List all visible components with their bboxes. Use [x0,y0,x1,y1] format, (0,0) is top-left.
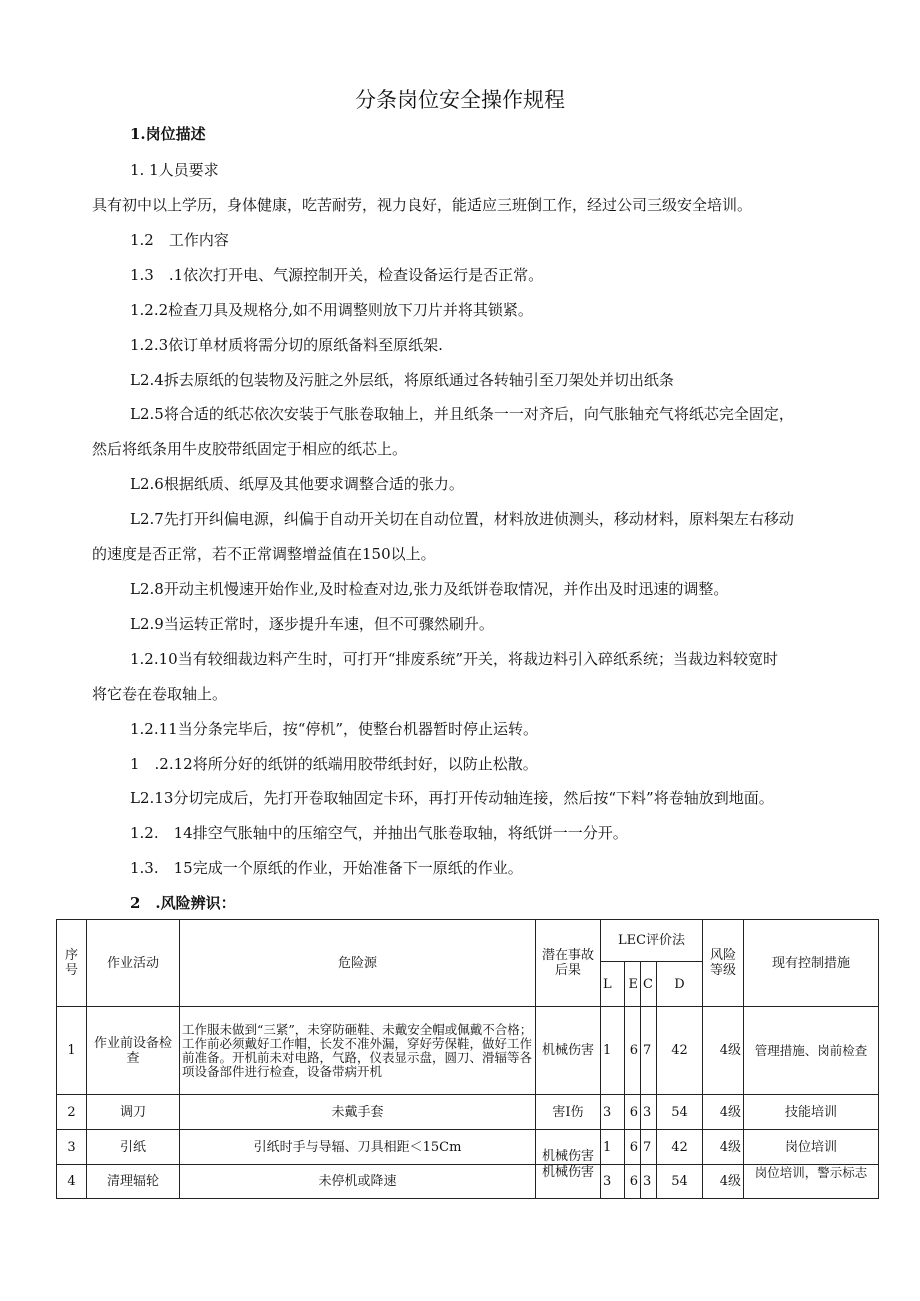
row-hazard: 未戴手套 [180,1095,536,1130]
row-seq: 4 [57,1165,87,1199]
row-measures: 技能培训 [744,1095,879,1130]
step-1-2-5-cont: 然后将纸条用牛皮胶带纸固定于相应的纸芯上。 [92,440,408,458]
subsection-1-1: 1. 1人员要求 [130,161,219,179]
row-e: 6 [625,1007,641,1095]
step-1-2-10: 1.2.10当有较细裁边料产生时，可打开“排废系统”开关，将裁边料引入碎纸系统；当裁边料较宽时 [130,650,779,668]
step-1-2-9: L2.9当运转正常时，逐步提升车速，但不可骤然刷升。 [130,615,494,633]
section-1-heading: 1.岗位描述 [130,125,206,143]
header-level: 风险等级 [703,920,744,1007]
row-level: 4级 [703,1007,744,1095]
section-2-heading: 2 .风险辨识： [130,894,236,912]
row-seq: 2 [57,1095,87,1130]
step-1-2-13: L2.13分切完成后，先打开卷取轴固定卡环，再打开传动轴连接，然后按“下料”将卷轴放到地面。 [130,789,774,807]
row-activity: 调刀 [87,1095,180,1130]
row-activity: 清理辐轮 [87,1165,180,1199]
step-1-2-7-cont: 的速度是否正常，若不正常调整增益值在150以上。 [92,545,436,563]
header-l: L [601,962,625,1007]
row-seq: 1 [57,1007,87,1095]
step-1-2-12: 1 .2.12将所分好的纸饼的纸端用胶带纸封好，以防止松散。 [130,755,538,773]
row-l: 1 [601,1007,625,1095]
header-activity: 作业活动 [87,920,180,1007]
step-1-2-5: L2.5将合适的纸芯依次安装于气胀卷取轴上，并且纸条一一对齐后，向气胀轴充气将纸芯完全固定， [130,405,794,423]
row-l: 1 [601,1130,625,1165]
row-e: 6 [625,1165,641,1199]
table-row [57,1165,879,1199]
doc-title: 分条岗位安全操作规程 [355,88,565,112]
row-e: 6 [625,1130,641,1165]
row-hazard: 工作服未做到“三紧”，未穿防砸鞋、未戴安全帽或佩戴不合格；工作前必须戴好工作帽，长发不准外漏，穿好劳保鞋，做好工作前准备。开机前未对电路，气路，仪表显示盘，圆刀、滑辐等各项设备部件进行检查，设备带病开机 [180,1007,536,1095]
row-d: 42 [657,1130,703,1165]
row-c: 7 [641,1130,657,1165]
header-consequence: 潜在事故后果 [536,920,601,1007]
row-c: 7 [641,1007,657,1095]
step-1-2-10-cont: 将它卷在卷取轴上。 [92,685,228,703]
table-row [57,1007,879,1095]
row-level: 4级 [703,1130,744,1165]
row-consequence: 害I伤 [536,1095,601,1130]
row-d: 54 [657,1095,703,1130]
row-consequence: 机械伤害 [536,1130,601,1165]
risk-table [56,919,879,1199]
table-header-row [57,920,879,962]
row-measures: 岗位培训 [744,1130,879,1165]
row-e: 6 [625,1095,641,1130]
row-c: 3 [641,1095,657,1130]
row-hazard: 引纸时手与导辐、刀具相距＜15Cm [180,1130,536,1165]
row-consequence: 机械伤害 [536,1007,601,1095]
row-l: 3 [601,1095,625,1130]
header-d: D [657,962,703,1007]
step-1-2-3: 1.2.3依订单材质将需分切的原纸备料至原纸架. [130,336,443,354]
subsection-1-2: 1.2 工作内容 [130,231,229,249]
row-activity: 作业前设备检查 [87,1007,180,1095]
step-1-2-2: 1.2.2检查刀具及规格分,如不用调整则放下刀片并将其锁紧。 [130,301,533,319]
table-row [57,1130,879,1165]
table-row [57,1095,879,1130]
row-l: 3 [601,1165,625,1199]
row-level: 4级 [703,1165,744,1199]
step-1-2-15: 1.3. 15完成一个原纸的作业，开始准备下一原纸的作业。 [130,859,523,877]
step-1-2-4: L2.4拆去原纸的包装物及污脏之外层纸，将原纸通过各转轴引至刀架处并切出纸条 [130,371,674,389]
step-1-2-7: L2.7先打开纠偏电源，纠偏于自动开关切在自动位置，材料放进侦测头，移动材料，原料架左右移动 [130,510,794,528]
step-1-2-8: L2.8开动主机慢速开始作业,及时检查对边,张力及纸饼卷取情况，并作出及时迅速的调整。 [130,580,729,598]
step-1-2-1: 1.3 .1依次打开电、气源控制开关，检查设备运行是否正常。 [130,266,544,284]
header-e: E [625,962,641,1007]
header-lec: LEC评价法 [601,920,703,962]
step-1-2-11: 1.2.11当分条完毕后，按“停机”，使整台机器暂时停止运转。 [130,720,539,738]
row-consequence: 机械伤害 [536,1165,601,1199]
row-seq: 3 [57,1130,87,1165]
row-hazard: 未停机或降速 [180,1165,536,1199]
row-d: 54 [657,1165,703,1199]
row-c: 3 [641,1165,657,1199]
header-measures: 现有控制措施 [744,920,879,1007]
row-measures: 岗位培训，警示标志 [744,1165,879,1199]
header-c: C [641,962,657,1007]
step-1-2-14: 1.2. 14排空气胀轴中的压缩空气，并抽出气胀卷取轴，将纸饼一一分开。 [130,824,628,842]
header-seq: 序号 [57,920,87,1007]
row-measures: 管理措施、岗前检查 [744,1007,879,1095]
paragraph-personnel: 具有初中以上学历，身体健康，吃苦耐劳，视力良好，能适应三班倒工作，经过公司三级安全培训。 [92,196,753,214]
header-hazard: 危险源 [180,920,536,1007]
row-activity: 引纸 [87,1130,180,1165]
step-1-2-6: L2.6根据纸质、纸厚及其他要求调整合适的张力。 [130,475,464,493]
row-level: 4级 [703,1095,744,1130]
row-d: 42 [657,1007,703,1095]
